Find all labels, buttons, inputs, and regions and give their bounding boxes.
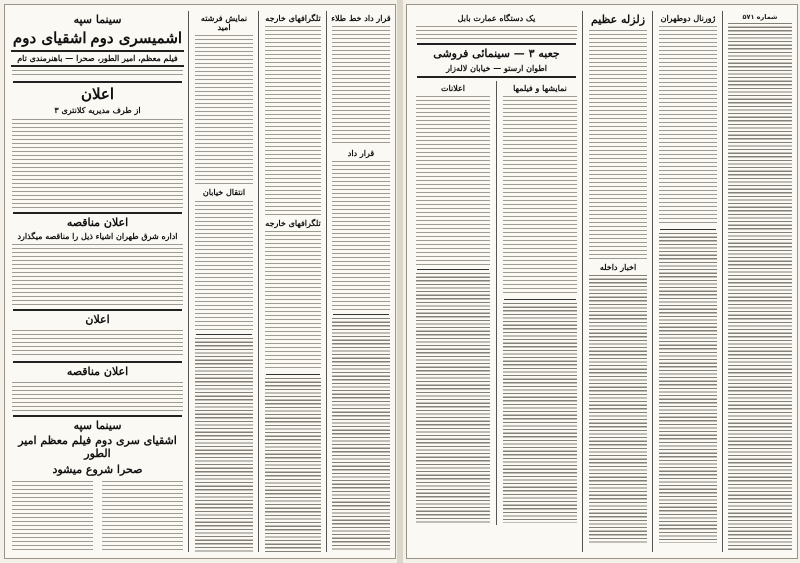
column-rule <box>496 81 497 525</box>
divider <box>504 299 576 300</box>
right-col-2 <box>656 11 720 552</box>
column-rule <box>582 11 583 552</box>
article-text <box>659 26 717 226</box>
right-col-1 <box>725 11 795 552</box>
divider <box>13 415 182 417</box>
cinema-ad-title: سینما سپه <box>73 418 122 432</box>
notice-text <box>12 244 183 306</box>
article-text <box>728 23 792 552</box>
date-line: شماره ۵۷۱ <box>742 13 778 21</box>
article-text <box>195 35 253 185</box>
article-text <box>503 303 577 523</box>
ad-text <box>12 481 93 552</box>
article-text <box>589 30 647 260</box>
article-text <box>332 26 390 146</box>
article-text <box>195 201 253 331</box>
divider <box>13 212 182 214</box>
right-page <box>406 4 798 559</box>
col-heading: تلگرافهای خارجه <box>265 13 321 23</box>
ad-title: جعبه ۳ — سینمائی فروشی <box>433 47 560 61</box>
article-text <box>503 96 577 296</box>
news-subcolumns <box>413 81 580 525</box>
article-text <box>416 273 490 523</box>
article-text <box>659 233 717 543</box>
col-heading: نمایش فرشته امید <box>200 13 248 33</box>
divider <box>196 334 252 335</box>
left-col-2 <box>262 11 324 552</box>
left-page <box>4 4 396 559</box>
cinema-ad-line-2: اشقیای دوم <box>12 28 87 47</box>
news-subcolumn <box>500 81 580 525</box>
divider <box>417 43 576 45</box>
col-heading: قرار داد خط طلاء <box>331 13 391 23</box>
divider <box>266 374 320 375</box>
divider <box>333 314 389 315</box>
cinema-ad-line: اشقیای سری دوم فیلم معظم امیر الطور <box>18 434 177 460</box>
cinema-ad-line-1: اشمیسری دوم <box>90 28 183 47</box>
notice-text <box>12 382 183 412</box>
article-text <box>265 26 321 216</box>
article-text <box>265 378 321 552</box>
article-text <box>195 338 253 552</box>
notice-subtitle: از طرف مدیریه کلانتری ۳ <box>54 105 141 116</box>
col-heading: تلگرافهای خارجه <box>265 218 321 229</box>
article-text <box>589 275 647 545</box>
ads-column <box>9 11 186 552</box>
notice-text <box>12 330 183 358</box>
col-heading: انتقال خیابان <box>202 187 246 198</box>
page-gutter <box>397 0 403 563</box>
column-rule <box>258 11 259 552</box>
article-text <box>416 96 490 266</box>
notice-subtitle: اداره شرق طهران اشیاء ذیل را مناقصه میگذارد <box>17 231 178 242</box>
col-heading: اخبار داخله <box>599 261 637 272</box>
article-text <box>416 26 577 40</box>
headline-2: یک دستگاه عمارت بابل <box>457 13 536 23</box>
left-col-3 <box>192 11 256 552</box>
article-text <box>332 318 390 552</box>
article-text <box>332 161 390 311</box>
right-col-3 <box>586 11 650 552</box>
ad-text <box>102 481 183 552</box>
column-rule <box>652 11 653 552</box>
divider <box>13 309 182 311</box>
cinema-ad-subline: فیلم معظم، امیر الطور، صحرا — باهنرمندی تام <box>11 50 184 67</box>
notice-text <box>12 119 183 209</box>
notice-title: اعلان مناقصه <box>66 215 129 229</box>
ad-subtitle: اطوان ارستو — خیابان لاله‌زار <box>446 62 547 73</box>
col-heading: ژورنال دوطهران <box>660 13 716 23</box>
divider <box>660 229 716 230</box>
cinema-ad-title: سینما سپه <box>73 13 122 26</box>
ad-text-columns <box>9 479 186 552</box>
ad-text <box>12 70 183 78</box>
column-rule <box>188 11 189 552</box>
notice-title: اعلان <box>85 313 110 327</box>
divider <box>417 269 489 270</box>
article-text <box>265 231 321 371</box>
divider <box>13 361 182 363</box>
column-rule <box>326 11 327 552</box>
cinema-ad-line: صحرا شروع میشود <box>52 462 143 476</box>
col-heading: اعلانات <box>441 83 465 94</box>
col-heading: نمایشها و فیلمها <box>513 83 567 94</box>
divider <box>417 76 576 78</box>
col-heading: قرار داد <box>347 148 375 159</box>
cinema-ad-line <box>11 30 184 47</box>
column-rule <box>722 11 723 552</box>
news-subcolumn <box>413 81 493 525</box>
notice-title: اعلان مناقصه <box>66 364 129 378</box>
notice-title: اعلان <box>80 85 115 104</box>
right-col-4 <box>413 11 580 552</box>
divider <box>13 81 182 83</box>
left-col-1 <box>329 11 393 552</box>
headline: زلزله عظیم <box>590 13 646 26</box>
